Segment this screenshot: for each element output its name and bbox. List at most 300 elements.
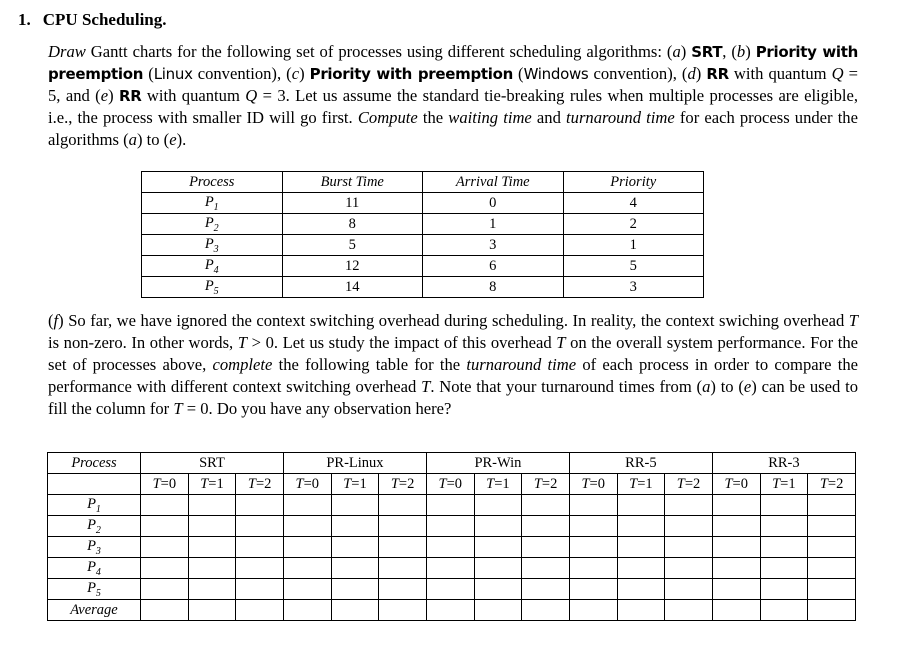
turnaround-input-cell[interactable] <box>665 537 713 558</box>
process-name <box>204 256 219 276</box>
cell-text: =2 <box>827 475 844 492</box>
average-input-cell[interactable] <box>617 600 665 621</box>
turnaround-input-cell[interactable] <box>760 516 808 537</box>
table-row <box>142 235 704 256</box>
turnaround-input-cell[interactable] <box>188 516 236 537</box>
cell-text: =1 <box>494 475 510 492</box>
t: ) <box>108 86 119 105</box>
t: T <box>173 399 183 418</box>
t-var: T <box>152 475 161 492</box>
cell-text: 14 <box>345 278 360 295</box>
t: complete <box>212 355 273 374</box>
p-letter: P <box>87 537 96 554</box>
cell-text: =0 <box>160 475 177 492</box>
turnaround-input-cell[interactable] <box>808 516 856 537</box>
turnaround-input-cell[interactable] <box>188 579 236 600</box>
turnaround-input-cell[interactable] <box>141 579 189 600</box>
turnaround-input-cell[interactable] <box>188 537 236 558</box>
average-input-cell[interactable] <box>188 600 236 621</box>
turnaround-input-cell[interactable] <box>236 495 284 516</box>
process-cell <box>48 516 141 537</box>
t-var: T <box>581 475 590 492</box>
overhead-header <box>474 474 522 495</box>
value-cell <box>282 256 423 277</box>
turnaround-input-cell[interactable] <box>283 516 331 537</box>
turnaround-input-cell[interactable] <box>665 516 713 537</box>
average-input-cell[interactable] <box>522 600 570 621</box>
t-var: T <box>819 475 828 492</box>
p-index: 4 <box>213 264 219 276</box>
process-cell <box>48 558 141 579</box>
turnaround-input-cell[interactable] <box>188 495 236 516</box>
average-input-cell[interactable] <box>474 600 522 621</box>
cell-text: =2 <box>398 475 415 492</box>
turnaround-input-cell[interactable] <box>331 558 379 579</box>
t: ) <box>745 42 756 61</box>
p-index: 4 <box>95 566 101 578</box>
average-input-cell[interactable] <box>569 600 617 621</box>
average-input-cell[interactable] <box>760 600 808 621</box>
cell-text: 5 <box>629 257 637 274</box>
process-table <box>141 171 704 298</box>
results-table <box>47 452 856 621</box>
overhead-header <box>283 474 331 495</box>
t: a <box>702 377 711 396</box>
average-input-cell[interactable] <box>808 600 856 621</box>
turnaround-input-cell[interactable] <box>617 558 665 579</box>
turnaround-input-cell[interactable] <box>379 495 427 516</box>
turnaround-input-cell[interactable] <box>379 558 427 579</box>
algorithm-header <box>712 453 855 474</box>
t: e <box>743 377 752 396</box>
t: T <box>421 377 431 396</box>
turnaround-input-cell[interactable] <box>474 558 522 579</box>
turnaround-input-cell[interactable] <box>808 495 856 516</box>
turnaround-input-cell[interactable] <box>331 579 379 600</box>
turnaround-input-cell[interactable] <box>760 495 808 516</box>
process-cell <box>142 256 283 277</box>
process-cell <box>142 235 283 256</box>
turnaround-input-cell[interactable] <box>426 537 474 558</box>
cell-text: =0 <box>303 475 320 492</box>
t: ( <box>513 64 524 83</box>
turnaround-input-cell[interactable] <box>141 537 189 558</box>
turnaround-input-cell[interactable] <box>283 558 331 579</box>
algorithm-header <box>426 453 569 474</box>
overhead-header <box>712 474 760 495</box>
cell-text: 12 <box>345 257 360 274</box>
value-cell <box>423 277 564 298</box>
turnaround-input-cell[interactable] <box>617 495 665 516</box>
cell-text: =1 <box>637 475 653 492</box>
overhead-header <box>236 474 284 495</box>
table-row <box>142 214 704 235</box>
t: with quantum <box>728 64 832 83</box>
t: Q <box>831 64 844 83</box>
t: ) to ( <box>136 130 170 149</box>
turnaround-input-cell[interactable] <box>236 516 284 537</box>
t: and <box>531 108 567 127</box>
turnaround-input-cell[interactable] <box>665 495 713 516</box>
turnaround-input-cell[interactable] <box>141 558 189 579</box>
t: Windows <box>523 65 589 83</box>
p-index: 2 <box>213 222 219 234</box>
cell-text: 2 <box>629 215 637 232</box>
p-letter: P <box>204 214 214 231</box>
t: waiting time <box>448 108 532 127</box>
t-var: T <box>486 475 495 492</box>
t-var: T <box>676 475 685 492</box>
t: Compute <box>357 108 418 127</box>
t: of each process in order to compare the performance with different context switching overhead <box>48 355 859 396</box>
t-var: T <box>200 475 209 492</box>
turnaround-input-cell[interactable] <box>188 558 236 579</box>
value-cell <box>423 235 564 256</box>
average-input-cell[interactable] <box>236 600 284 621</box>
p-index: 3 <box>95 545 101 557</box>
cell-text: 8 <box>348 215 356 232</box>
table-row <box>142 277 704 298</box>
t: c <box>291 64 300 83</box>
turnaround-input-cell[interactable] <box>331 495 379 516</box>
section-number: 1. <box>18 10 31 29</box>
turnaround-input-cell[interactable] <box>474 579 522 600</box>
table-row <box>48 579 856 600</box>
overhead-header <box>522 474 570 495</box>
t: RR <box>119 87 142 105</box>
algorithm-header <box>569 453 712 474</box>
cell-text: 4 <box>629 194 637 211</box>
process-cell <box>142 277 283 298</box>
turnaround-input-cell[interactable] <box>379 537 427 558</box>
intro-paragraph <box>48 41 858 151</box>
cell-text: 3 <box>489 236 497 253</box>
header-row <box>142 172 704 193</box>
cell-text: =0 <box>589 475 605 492</box>
cell-text: =2 <box>255 475 272 492</box>
process-name <box>87 537 101 557</box>
column-header <box>563 172 704 193</box>
t: is non-zero. In other words, <box>48 333 238 352</box>
table-row <box>48 537 856 558</box>
cell-text: 11 <box>345 194 360 211</box>
turnaround-input-cell[interactable] <box>569 495 617 516</box>
t: ) <box>680 42 692 61</box>
t-var: T <box>724 475 733 492</box>
process-name <box>87 558 101 578</box>
turnaround-input-cell[interactable] <box>522 579 570 600</box>
t: ). <box>176 130 187 149</box>
value-cell <box>563 277 704 298</box>
turnaround-input-cell[interactable] <box>283 537 331 558</box>
t: the <box>417 108 449 127</box>
t: ) <box>299 64 310 83</box>
column-header <box>142 172 283 193</box>
t-var: T <box>629 475 638 492</box>
cell-text: 8 <box>489 278 497 295</box>
t: = 3. Let us assume the standard tie-breaking rules when multiple processes are eligible, i.e., the process with smaller ID will go first. <box>48 86 858 127</box>
average-input-cell[interactable] <box>665 600 713 621</box>
t: with quantum <box>141 86 246 105</box>
overhead-header <box>665 474 713 495</box>
average-input-cell[interactable] <box>379 600 427 621</box>
process-name <box>87 495 101 515</box>
turnaround-input-cell[interactable] <box>522 516 570 537</box>
cell-text: =0 <box>446 475 463 492</box>
turnaround-input-cell[interactable] <box>569 516 617 537</box>
table-row <box>48 558 856 579</box>
turnaround-input-cell[interactable] <box>760 537 808 558</box>
turnaround-input-cell[interactable] <box>808 558 856 579</box>
t: on the overall system performance. For the set of processes above, <box>48 333 858 374</box>
overhead-header <box>141 474 189 495</box>
cell-text: Process <box>71 454 117 471</box>
process-name <box>204 214 219 234</box>
t: , ( <box>722 42 737 61</box>
average-input-cell[interactable] <box>426 600 474 621</box>
turnaround-input-cell[interactable] <box>617 537 665 558</box>
turnaround-input-cell[interactable] <box>712 558 760 579</box>
t: Draw <box>48 42 86 61</box>
t: a <box>672 42 681 61</box>
value-cell <box>423 193 564 214</box>
value-cell <box>282 277 423 298</box>
turnaround-input-cell[interactable] <box>760 558 808 579</box>
p-letter: P <box>204 235 214 252</box>
cell-text: SRT <box>199 454 225 471</box>
process-name <box>204 235 219 255</box>
process-cell <box>48 579 141 600</box>
t-var: T <box>343 475 352 492</box>
turnaround-input-cell[interactable] <box>426 558 474 579</box>
p-letter: P <box>87 579 96 596</box>
cell-text: 1 <box>489 215 497 232</box>
overhead-header <box>331 474 379 495</box>
column-header <box>282 172 423 193</box>
value-cell <box>563 256 704 277</box>
cell-text: PR-Linux <box>326 454 384 471</box>
process-cell <box>142 193 283 214</box>
overhead-header <box>569 474 617 495</box>
p-index: 3 <box>213 243 219 255</box>
process-name <box>87 516 101 536</box>
t: Priority with preemption <box>309 65 513 83</box>
turnaround-input-cell[interactable] <box>760 579 808 600</box>
t-var: T <box>247 475 256 492</box>
turnaround-input-cell[interactable] <box>236 579 284 600</box>
overhead-header <box>426 474 474 495</box>
turnaround-input-cell[interactable] <box>474 537 522 558</box>
process-name <box>87 579 101 599</box>
t: Gantt charts for the following set of processes using different scheduling algorithms: ( <box>85 42 673 61</box>
t: Linux <box>153 65 193 83</box>
value-cell <box>563 214 704 235</box>
cell-text: 1 <box>629 236 637 253</box>
turnaround-input-cell[interactable] <box>426 495 474 516</box>
value-cell <box>563 193 704 214</box>
process-cell <box>48 537 141 558</box>
t: > 0. Let us study the impact of this overhead <box>247 333 557 352</box>
t: b <box>736 42 746 61</box>
t-var: T <box>438 475 447 492</box>
turnaround-input-cell[interactable] <box>331 537 379 558</box>
t: SRT <box>691 43 723 61</box>
turnaround-input-cell[interactable] <box>522 495 570 516</box>
p-index: 1 <box>213 201 219 213</box>
value-cell <box>282 214 423 235</box>
t: ) <box>695 64 707 83</box>
turnaround-input-cell[interactable] <box>808 579 856 600</box>
cell-text: =1 <box>208 475 224 492</box>
t: T <box>848 311 858 330</box>
turnaround-input-cell[interactable] <box>569 579 617 600</box>
t: convention), ( <box>192 64 292 83</box>
average-input-cell[interactable] <box>141 600 189 621</box>
table-row <box>48 516 856 537</box>
cell-text: 0 <box>489 194 497 211</box>
t-var: T <box>390 475 399 492</box>
process-cell <box>48 495 141 516</box>
t: f <box>53 311 59 330</box>
process-cell <box>142 214 283 235</box>
t: the following table for the <box>272 355 467 374</box>
turnaround-input-cell[interactable] <box>426 516 474 537</box>
p-letter: P <box>204 193 214 210</box>
part-f-paragraph: (f) So far, we have ignored the context switching overhead during scheduling. In reality, the context swiching overhead T is non-zero. In other words, T > 0. Let us study the impact of this overhead T on the overall system performance. For the set of processes above, complete the following table for the turnaround time of each process in order to compare the performance with different context switching overhead T. Note that your turnaround times from (a) to (e) can be used to fill the column for T = 0. Do you have any observation here? <box>48 311 859 418</box>
cell-text: 6 <box>489 257 497 274</box>
average-row <box>48 600 856 621</box>
turnaround-input-cell[interactable] <box>712 516 760 537</box>
overhead-header <box>188 474 236 495</box>
overhead-header <box>617 474 665 495</box>
p-index: 5 <box>95 587 101 599</box>
t-var: T <box>295 475 304 492</box>
turnaround-input-cell[interactable] <box>712 495 760 516</box>
t: ( <box>143 64 154 83</box>
algorithm-header <box>141 453 284 474</box>
t: for each process under the algorithms ( <box>48 108 858 149</box>
average-input-cell[interactable] <box>283 600 331 621</box>
t: d <box>687 64 696 83</box>
t: turnaround time <box>566 108 675 127</box>
turnaround-input-cell[interactable] <box>379 516 427 537</box>
cell-text: Priority <box>610 173 657 190</box>
t: Q <box>245 86 258 105</box>
p-letter: P <box>204 277 214 294</box>
turnaround-input-cell[interactable] <box>712 579 760 600</box>
value-cell <box>563 235 704 256</box>
turnaround-input-cell[interactable] <box>617 579 665 600</box>
t: = 5, and ( <box>48 64 858 105</box>
turnaround-input-cell[interactable] <box>283 579 331 600</box>
cell-text: 3 <box>629 278 637 295</box>
t-var: T <box>772 475 781 492</box>
turnaround-input-cell[interactable] <box>379 579 427 600</box>
overhead-header <box>760 474 808 495</box>
algorithm-header <box>283 453 426 474</box>
cell-text: RR-3 <box>768 454 800 471</box>
t: ) So far, we have ignored the context switching overhead during scheduling. In reality, the context swiching overhead <box>58 311 849 330</box>
t: T <box>556 333 566 352</box>
value-cell <box>423 256 564 277</box>
p-letter: P <box>87 495 96 512</box>
turnaround-input-cell[interactable] <box>236 558 284 579</box>
table-row <box>142 193 704 214</box>
cell-text: Average <box>70 601 118 618</box>
t: = 0. Do you have any observation here? <box>182 399 452 418</box>
cell-text: 5 <box>348 236 356 253</box>
overhead-header-row <box>48 474 856 495</box>
average-input-cell[interactable] <box>712 600 760 621</box>
average-input-cell[interactable] <box>331 600 379 621</box>
turnaround-input-cell[interactable] <box>522 558 570 579</box>
t-var: T <box>533 475 542 492</box>
t: ) to ( <box>710 377 744 396</box>
turnaround-input-cell[interactable] <box>141 495 189 516</box>
turnaround-input-cell[interactable] <box>665 579 713 600</box>
turnaround-input-cell[interactable] <box>141 516 189 537</box>
cell-text: =2 <box>684 475 701 492</box>
algorithm-header-row <box>48 453 856 474</box>
turnaround-input-cell[interactable] <box>474 516 522 537</box>
process-name <box>204 277 219 297</box>
cell-text: =1 <box>780 475 796 492</box>
turnaround-input-cell[interactable] <box>522 537 570 558</box>
t: . Note that your turnaround times from ( <box>430 377 703 396</box>
turnaround-input-cell[interactable] <box>236 537 284 558</box>
t: e <box>100 86 109 105</box>
value-cell <box>282 235 423 256</box>
process-header <box>48 453 141 474</box>
section-title: CPU Scheduling. <box>42 10 167 29</box>
turnaround-input-cell[interactable] <box>426 579 474 600</box>
p-letter: P <box>87 516 96 533</box>
column-header <box>423 172 564 193</box>
table-row <box>48 495 856 516</box>
cell-text: Arrival Time <box>455 173 530 190</box>
t: e <box>169 130 177 149</box>
turnaround-input-cell[interactable] <box>808 537 856 558</box>
cell-text: =2 <box>541 475 558 492</box>
value-cell <box>282 193 423 214</box>
turnaround-input-cell[interactable] <box>569 558 617 579</box>
overhead-header <box>808 474 856 495</box>
overhead-header <box>379 474 427 495</box>
turnaround-input-cell[interactable] <box>665 558 713 579</box>
average-label <box>48 600 141 621</box>
turnaround-input-cell[interactable] <box>617 516 665 537</box>
t: turnaround time <box>466 355 577 374</box>
cell-text: RR-5 <box>625 454 657 471</box>
p-index: 5 <box>213 285 219 297</box>
p-index: 2 <box>95 524 101 536</box>
section-heading <box>18 10 167 30</box>
t: ) can be used to fill the column for <box>48 377 858 418</box>
p-letter: P <box>87 558 96 575</box>
turnaround-input-cell[interactable] <box>283 495 331 516</box>
turnaround-input-cell[interactable] <box>712 537 760 558</box>
cell-text: Process <box>189 173 235 190</box>
t: a <box>128 130 137 149</box>
turnaround-input-cell[interactable] <box>569 537 617 558</box>
p-index: 1 <box>95 503 101 515</box>
cell-text: =1 <box>351 475 367 492</box>
t: convention), ( <box>588 64 688 83</box>
p-letter: P <box>204 256 214 273</box>
turnaround-input-cell[interactable] <box>474 495 522 516</box>
turnaround-input-cell[interactable] <box>331 516 379 537</box>
t: RR <box>706 65 729 83</box>
